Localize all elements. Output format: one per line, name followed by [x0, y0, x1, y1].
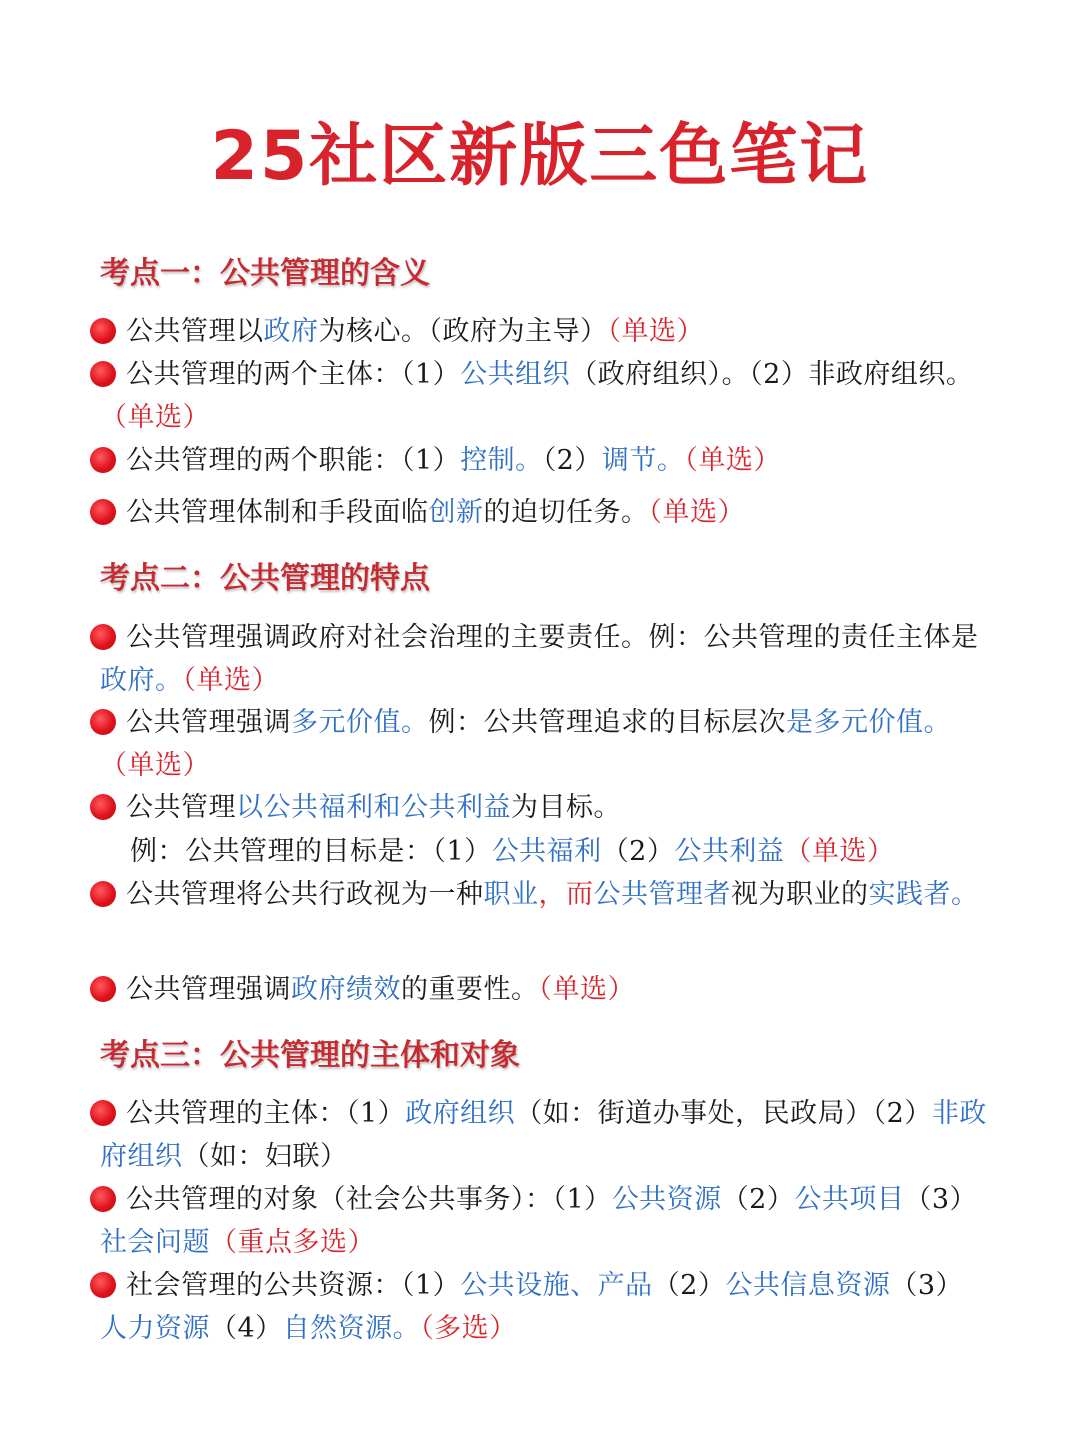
note-item [100, 786, 990, 829]
note-item [100, 1264, 990, 1350]
keyword-highlight: 职业 [483, 879, 539, 910]
keyword-highlight: 自然资源。 [282, 1313, 421, 1344]
note-text: 公共管理强调 [126, 974, 291, 1005]
keyword-highlight: 公共福利 [491, 836, 602, 867]
note-item [100, 968, 990, 1011]
keyword-highlight: 公共管理者 [593, 879, 731, 910]
keyword-highlight: 以公共福利和公共利益 [236, 792, 511, 823]
bullet-dot-icon [90, 794, 116, 820]
note-text: 公共管理将公共行政视为一种 [126, 879, 484, 910]
note-item [100, 353, 990, 439]
keyword-highlight: 公共资源 [611, 1184, 722, 1215]
note-text: 的迫切任务。 [483, 497, 649, 528]
keyword-highlight: 公共项目 [794, 1184, 905, 1215]
bullet-dot-icon [90, 881, 116, 907]
note-text: 例：公共管理追求的目标层次 [428, 707, 786, 738]
note-text: 公共管理的两个职能：（1） [126, 445, 461, 476]
note-text: （4） [210, 1313, 283, 1344]
keyword-highlight: 公共信息资源 [725, 1270, 891, 1301]
bullet-dot-icon [90, 1186, 116, 1212]
note-item-example [100, 830, 990, 873]
note-text: 社会管理的公共资源：（1） [126, 1270, 461, 1301]
note-text: 公共管理的对象（社会公共事务）：（1） [126, 1184, 612, 1215]
note-item [100, 1178, 990, 1264]
note-item [100, 873, 990, 916]
note-text: 为核心。（政府为主导） [318, 316, 608, 347]
note-text: （2） [542, 445, 602, 476]
question-type-tag: （单选） [100, 750, 210, 781]
note-text: （3） [890, 1270, 964, 1301]
note-item [100, 701, 990, 787]
section-heading-3: 考点三：公共管理的主体和对象 [100, 1038, 520, 1073]
question-type-tag: （单选） [607, 316, 704, 347]
note-item [100, 491, 990, 534]
question-type-tag: （重点多选） [210, 1227, 375, 1258]
note-text: （如：妇联） [182, 1141, 348, 1172]
note-item [100, 616, 990, 702]
note-text: （2） [601, 836, 675, 867]
bullet-dot-icon [90, 709, 116, 735]
note-text: 公共管理 [126, 792, 236, 823]
section-heading-2: 考点二：公共管理的特点 [100, 561, 430, 596]
bullet-dot-icon [90, 1100, 116, 1126]
bullet-dot-icon [90, 361, 116, 387]
bullet-dot-icon [90, 976, 116, 1002]
note-text: 公共管理强调政府对社会治理的主要责任。例：公共管理的责任主体是 [126, 622, 979, 653]
question-type-tag: （单选） [648, 497, 745, 528]
keyword-highlight: 创新 [428, 497, 484, 528]
note-text: （2） [652, 1270, 726, 1301]
note-text: 公共管理的两个主体：（1） [126, 359, 461, 390]
question-type-tag: ，而 [538, 879, 594, 910]
note-text: 例：公共管理的目标是：（1） [130, 836, 492, 867]
keyword-highlight: 政府。 [100, 665, 183, 696]
keyword-highlight: 非政府组织 [100, 1098, 987, 1172]
page-title: 25社区新版三色笔记 [210, 117, 870, 196]
keyword-highlight: 调节。 [601, 445, 685, 476]
note-text: （如：街道办事处，民政局）（2） [515, 1098, 932, 1129]
bullet-dot-icon [90, 318, 116, 344]
keyword-highlight: 人力资源 [100, 1313, 210, 1344]
keyword-highlight: 控制。 [460, 445, 543, 476]
note-text: （3） [904, 1184, 978, 1215]
question-type-tag: （单选） [182, 665, 279, 696]
question-type-tag: （单选） [538, 974, 635, 1005]
note-text: 视为职业的 [731, 879, 869, 910]
question-type-tag: （单选） [100, 402, 210, 433]
bullet-dot-icon [90, 447, 116, 473]
note-text: 公共管理强调 [126, 707, 291, 738]
keyword-highlight: 政府绩效 [291, 974, 401, 1005]
note-text: 为目标。 [511, 792, 621, 823]
note-item [100, 1092, 990, 1178]
keyword-highlight: 政府 [263, 316, 319, 347]
question-type-tag: （单选） [684, 445, 781, 476]
question-type-tag: （单选） [784, 836, 895, 867]
note-item [100, 310, 990, 353]
note-text: 公共管理的主体：（1） [126, 1098, 406, 1129]
keyword-highlight: 公共利益 [674, 836, 785, 867]
note-item [100, 439, 990, 482]
bullet-dot-icon [90, 499, 116, 525]
keyword-highlight: 是多元价值。 [786, 707, 951, 738]
section-heading-1: 考点一：公共管理的含义 [100, 256, 430, 291]
keyword-highlight: 公共组织 [460, 359, 571, 390]
note-text: 公共管理以 [126, 316, 264, 347]
keyword-highlight: 实践者。 [868, 879, 979, 910]
note-text: （政府组织）。（2）非政府组织。 [570, 359, 974, 390]
bullet-dot-icon [90, 624, 116, 650]
keyword-highlight: 多元价值。 [291, 707, 429, 738]
note-text: 公共管理体制和手段面临 [126, 497, 429, 528]
keyword-highlight: 公共设施、产品 [460, 1270, 653, 1301]
question-type-tag: （多选） [420, 1313, 517, 1344]
keyword-highlight: 政府组织 [405, 1098, 516, 1129]
bullet-dot-icon [90, 1272, 116, 1298]
note-text: 的重要性。 [401, 974, 539, 1005]
note-text: （2） [721, 1184, 795, 1215]
keyword-highlight: 社会问题 [100, 1227, 210, 1258]
